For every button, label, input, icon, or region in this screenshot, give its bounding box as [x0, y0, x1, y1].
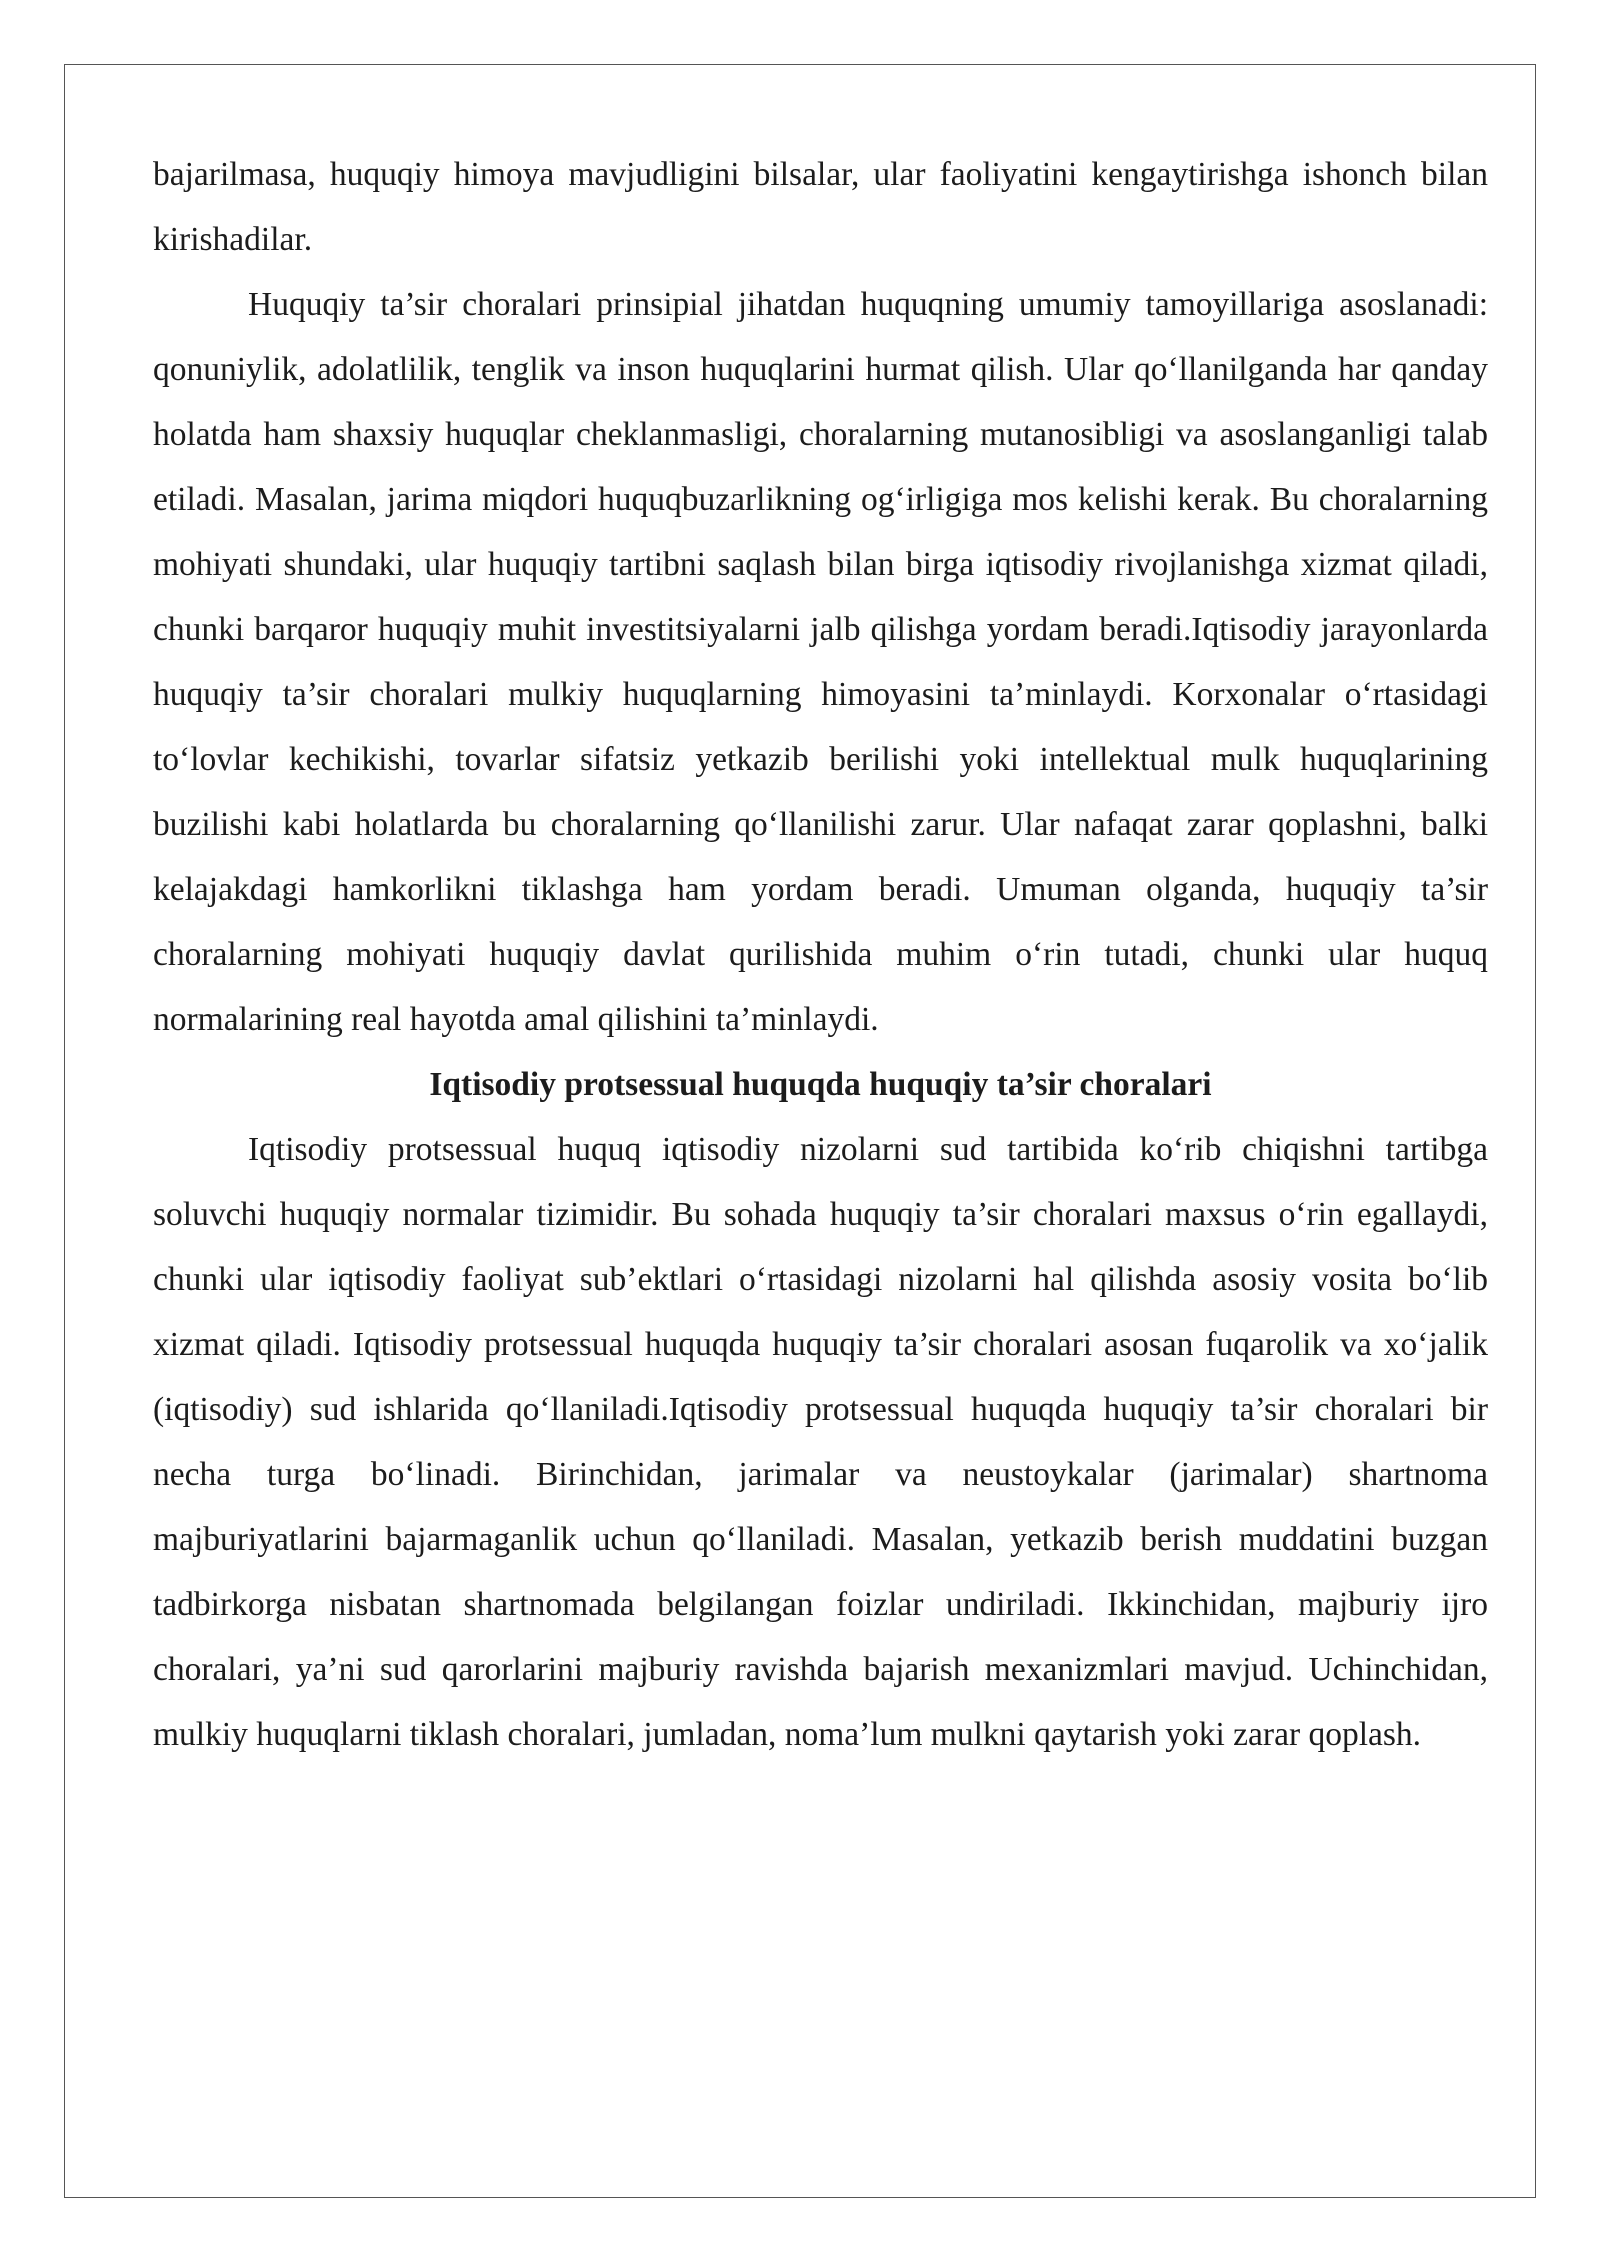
- paragraph-legal-measures: Huquqiy ta’sir choralari prinsipial jihatdan huquqning umumiy tamoyillariga asoslanadi: qonuniylik, adolatlilik, tenglik va inson huquqlarini hurmat qilish. Ular qo‘llanilganda har qanday holatda ham shaxsiy huquqlar cheklanmasligi, choralarning mutanosibligi va asoslanganligi talab etiladi. Masalan, jarima miqdori huquqbuzarlikning og‘irligiga mos kelishi kerak. Bu choralarning mohiyati shundaki, ular huquqiy tartibni saqlash bilan birga iqtisodiy rivojlanishga xizmat qiladi, chunki barqaror huquqiy muhit investitsiyalarni jalb qilishga yordam beradi.Iqtisodiy jarayonlarda huquqiy ta’sir choralari mulkiy huquqlarning himoyasini ta’minlaydi. Korxonalar o‘rtasidagi to‘lovlar kechikishi, tovarlar sifatsiz yetkazib berilishi yoki intellektual mulk huquqlarining buzilishi kabi holatlarda bu choralarning qo‘llanilishi zarur. Ular nafaqat zarar qoplashni, balki kelajakdagi hamkorlikni tiklashga ham yordam beradi. Umuman olganda, huquqiy ta’sir choralarning mohiyati huquqiy davlat qurilishida muhim o‘rin tutadi, chunki ular huquq normalarining real hayotda amal qilishini ta’minlaydi.: [153, 286, 1488, 1038]
- section-heading: Iqtisodiy protsessual huquqda huquqiy ta’sir choralari: [429, 1066, 1212, 1103]
- paragraph-continuation: bajarilmasa, huquqiy himoya mavjudligini bilsalar, ular faoliyatini kengaytirishga ishonch bilan kirishadilar.: [153, 156, 1488, 258]
- paragraph-economic-procedural-law: Iqtisodiy protsessual huquq iqtisodiy nizolarni sud tartibida ko‘rib chiqishni tartibga soluvchi huquqiy normalar tizimidir. Bu sohada huquqiy ta’sir choralari maxsus o‘rin egallaydi, chunki ular iqtisodiy faoliyat sub’ektlari o‘rtasidagi nizolarni hal qilishda asosiy vosita bo‘lib xizmat qiladi. Iqtisodiy protsessual huquqda huquqiy ta’sir choralari asosan fuqarolik va xo‘jalik (iqtisodiy) sud ishlarida qo‘llaniladi.Iqtisodiy protsessual huquqda huquqiy ta’sir choralari bir necha turga bo‘linadi. Birinchidan, jarimalar va neustoykalar (jarimalar) shartnoma majburiyatlarini bajarmaganlik uchun qo‘llaniladi. Masalan, yetkazib berish muddatini buzgan tadbirkorga nisbatan shartnomada belgilangan foizlar undiriladi. Ikkinchidan, majburiy ijro choralari, ya’ni sud qarorlarini majburiy ravishda bajarish mexanizmlari mavjud. Uchinchidan, mulkiy huquqlarni tiklash choralari, jumladan, noma’lum mulkni qaytarish yoki zarar qoplash.: [153, 1131, 1488, 1753]
- document-body: [153, 142, 1488, 1767]
